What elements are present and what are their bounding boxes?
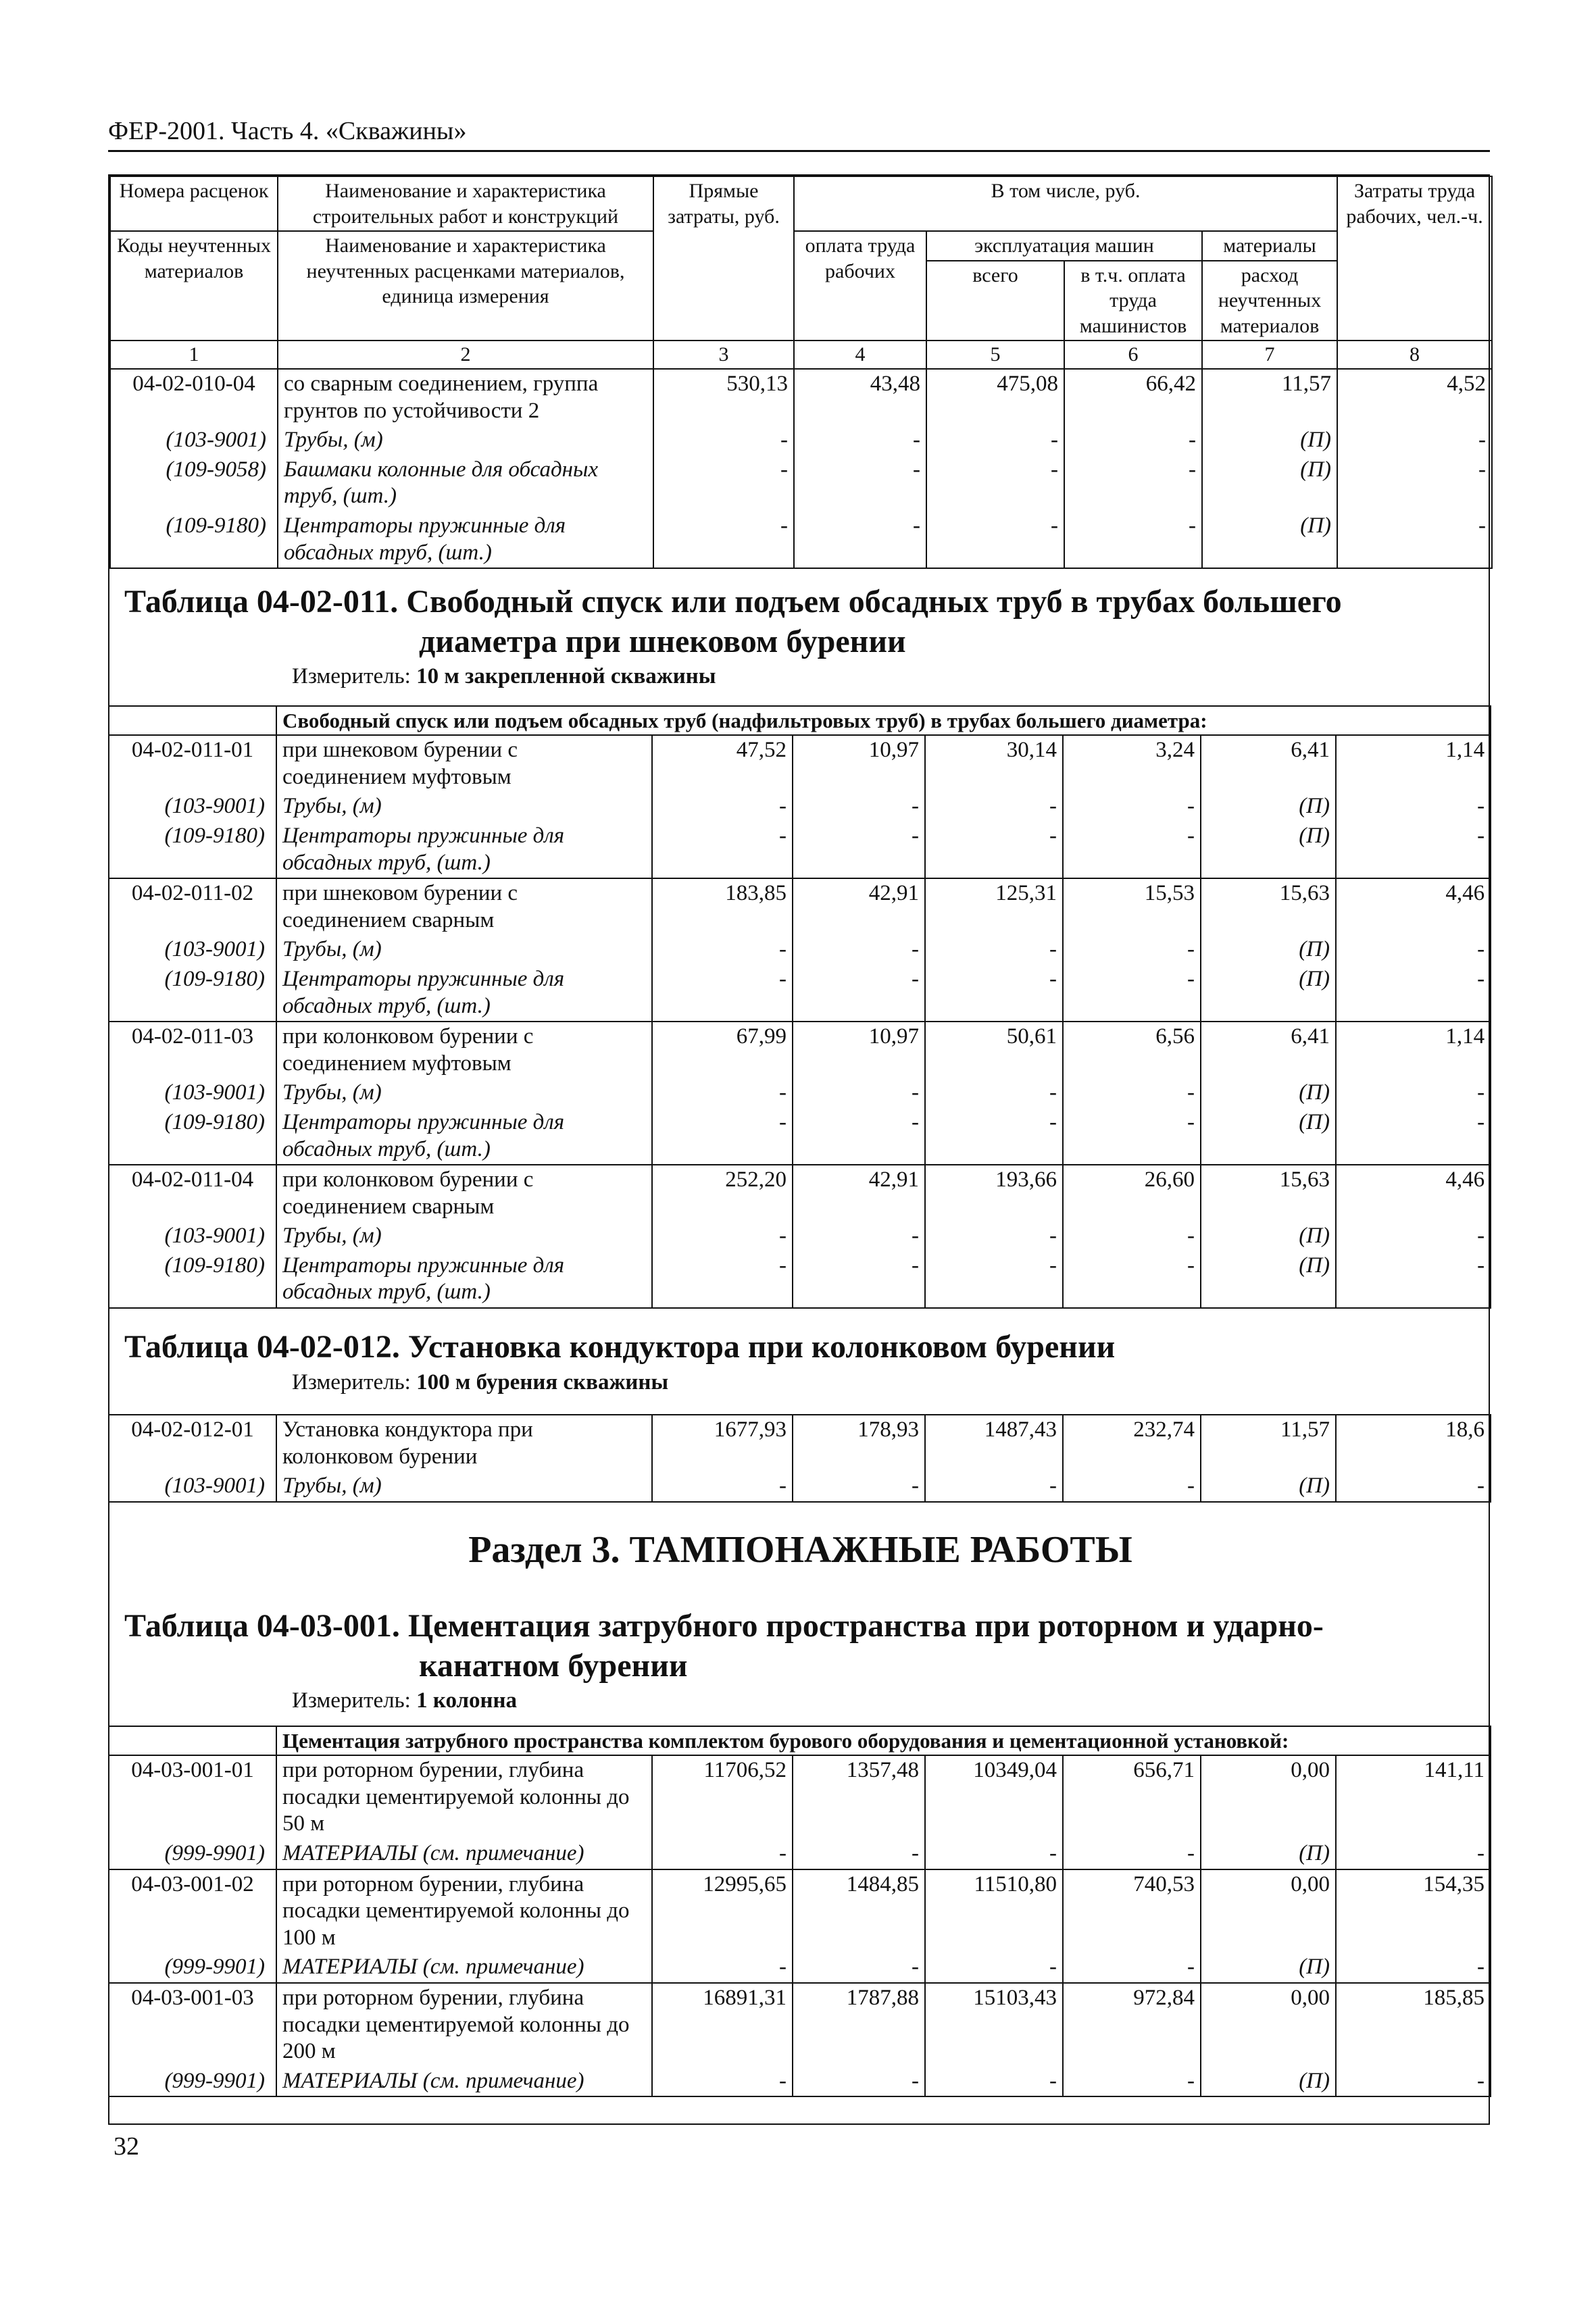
labor-hours: 18,6 bbox=[1336, 1415, 1491, 1472]
direct-cost: 252,20 bbox=[652, 1165, 793, 1222]
column-number: 4 bbox=[794, 341, 926, 369]
col7-header: расход неучтенных материалов bbox=[1202, 261, 1337, 341]
materials-cost: 0,00 bbox=[1201, 1755, 1336, 1839]
material-code: (109-9180) bbox=[109, 1108, 276, 1165]
cell-value: - bbox=[925, 1839, 1063, 1869]
cell-value: - bbox=[1336, 1108, 1491, 1165]
labor-pay: 42,91 bbox=[793, 878, 925, 935]
material-name: МАТЕРИАЛЫ (см. примечание) bbox=[276, 1839, 652, 1869]
machinist-pay: 26,60 bbox=[1063, 1165, 1201, 1222]
cell-value: - bbox=[652, 1222, 793, 1251]
material-code: (109-9058) bbox=[110, 455, 278, 511]
materials-header: материалы bbox=[1202, 231, 1337, 261]
cell-value: - bbox=[1063, 792, 1201, 822]
table-row bbox=[109, 735, 1491, 792]
cell-value: - bbox=[793, 822, 925, 878]
cell-value: (П) bbox=[1201, 822, 1336, 878]
cell-value: (П) bbox=[1201, 792, 1336, 822]
column-number: 7 bbox=[1202, 341, 1337, 369]
column-number: 5 bbox=[926, 341, 1064, 369]
cell-value: - bbox=[652, 2067, 793, 2097]
material-row bbox=[109, 1078, 1491, 1108]
cell-value: - bbox=[1064, 426, 1202, 455]
labor-pay: 42,91 bbox=[793, 1165, 925, 1222]
cell-value: - bbox=[1063, 1472, 1201, 1502]
machinist-pay: 232,74 bbox=[1063, 1415, 1201, 1472]
material-code: (999-9901) bbox=[109, 1953, 276, 1983]
cell-value: - bbox=[793, 965, 925, 1022]
col6-header: в т.ч. оплата труда машинистов bbox=[1064, 261, 1202, 341]
direct-cost: 67,99 bbox=[652, 1022, 793, 1078]
column-numbers-row bbox=[110, 341, 1492, 369]
machinist-pay: 972,84 bbox=[1063, 1983, 1201, 2067]
materials-cost: 15,63 bbox=[1201, 1165, 1336, 1222]
cell-value: (П) bbox=[1201, 1251, 1336, 1308]
rate-code: 04-02-011-02 bbox=[109, 878, 276, 935]
page-number: 32 bbox=[114, 2132, 139, 2161]
cell-value: - bbox=[1336, 822, 1491, 878]
rate-code: 04-02-011-03 bbox=[109, 1022, 276, 1078]
material-name: Центраторы пружинные для обсадных труб, (шт.) bbox=[276, 1108, 652, 1165]
machines-total: 10349,04 bbox=[925, 1755, 1063, 1839]
column-number: 3 bbox=[653, 341, 794, 369]
cell-value: - bbox=[653, 426, 794, 455]
cell-value: - bbox=[1063, 1839, 1201, 1869]
table-012 bbox=[108, 1414, 1491, 1503]
work-name: при колонковом бурении с соединением сварным bbox=[276, 1165, 652, 1222]
material-name: Трубы, (м) bbox=[276, 1078, 652, 1108]
group-title: Свободный спуск или подъем обсадных труб (надфильтровых труб) в трубах большего диаметра: bbox=[276, 706, 1491, 735]
meter-label: Измеритель: bbox=[292, 1369, 417, 1394]
cell-value: - bbox=[1063, 2067, 1201, 2097]
material-code: (999-9901) bbox=[109, 1839, 276, 1869]
rate-code: 04-02-012-01 bbox=[109, 1415, 276, 1472]
cell-value: - bbox=[793, 1839, 925, 1869]
column-number: 2 bbox=[278, 341, 653, 369]
table-301-block bbox=[109, 1607, 1491, 1713]
col2-header-top: Наименование и характеристика строительных работ и конструкций bbox=[278, 176, 653, 231]
table-row bbox=[109, 1755, 1491, 1839]
material-row bbox=[110, 426, 1492, 455]
column-number: 1 bbox=[110, 341, 278, 369]
material-row bbox=[109, 1953, 1491, 1983]
material-row bbox=[109, 1251, 1491, 1308]
cell-value: - bbox=[1336, 1078, 1491, 1108]
table-012-block bbox=[109, 1328, 1491, 1395]
materials-cost: 6,41 bbox=[1201, 1022, 1336, 1078]
machinist-pay: 3,24 bbox=[1063, 735, 1201, 792]
cell-value: - bbox=[793, 1222, 925, 1251]
cell-value: - bbox=[794, 455, 926, 511]
work-name: при шнековом бурении с соединением сварным bbox=[276, 878, 652, 935]
section-block bbox=[109, 1528, 1491, 1571]
cell-value: - bbox=[925, 792, 1063, 822]
meter-value: 100 м бурения скважины bbox=[416, 1369, 669, 1394]
col5-header: всего bbox=[926, 261, 1064, 341]
material-row bbox=[109, 822, 1491, 878]
table-row bbox=[109, 1022, 1491, 1078]
rate-code: 04-02-011-01 bbox=[109, 735, 276, 792]
cell-value: (П) bbox=[1201, 1953, 1336, 1983]
material-name: Трубы, (м) bbox=[276, 1222, 652, 1251]
material-row bbox=[109, 1839, 1491, 1869]
materials-cost: 15,63 bbox=[1201, 878, 1336, 935]
machines-header: эксплуатация машин bbox=[926, 231, 1202, 261]
materials-cost: 6,41 bbox=[1201, 735, 1336, 792]
cell-value: - bbox=[1063, 935, 1201, 965]
machinist-pay: 656,71 bbox=[1063, 1755, 1201, 1839]
cell-value: - bbox=[925, 1953, 1063, 1983]
cell-value: - bbox=[1063, 1108, 1201, 1165]
cell-value: - bbox=[925, 1251, 1063, 1308]
column-number: 6 bbox=[1064, 341, 1202, 369]
machines-total: 30,14 bbox=[925, 735, 1063, 792]
cell-value: - bbox=[793, 1472, 925, 1502]
cell-value: - bbox=[652, 1472, 793, 1502]
labor-pay: 43,48 bbox=[794, 369, 926, 426]
cell-value: - bbox=[1064, 455, 1202, 511]
table-011-title-line2: диаметра при шнековом бурении bbox=[419, 623, 906, 659]
table-row bbox=[110, 369, 1492, 426]
table-011-block bbox=[109, 582, 1491, 689]
col3-header: Прямые затраты, руб. bbox=[653, 176, 794, 341]
group-title: Цементация затрубного пространства комплектом бурового оборудования и цементационной установкой: bbox=[276, 1726, 1491, 1755]
rate-code: 04-03-001-01 bbox=[109, 1755, 276, 1839]
material-row bbox=[109, 1108, 1491, 1165]
machines-total: 1487,43 bbox=[925, 1415, 1063, 1472]
table-row bbox=[109, 1869, 1491, 1953]
col1-header-top: Номера расценок bbox=[110, 176, 278, 231]
table-011-title bbox=[109, 582, 1491, 661]
cell-value: - bbox=[652, 965, 793, 1022]
labor-pay: 178,93 bbox=[793, 1415, 925, 1472]
work-name: при роторном бурении, глубина посадки цементируемой колонны до 50 м bbox=[276, 1755, 652, 1839]
direct-cost: 11706,52 bbox=[652, 1755, 793, 1839]
table-301-title-line1: Таблица 04-03-001. Цементация затрубного пространства при роторном и ударно- bbox=[124, 1608, 1324, 1644]
materials-cost: 0,00 bbox=[1201, 1983, 1336, 2067]
cell-value: - bbox=[793, 1953, 925, 1983]
machinist-pay: 6,56 bbox=[1063, 1022, 1201, 1078]
incl-header: В том числе, руб. bbox=[794, 176, 1337, 231]
header-rule bbox=[108, 150, 1490, 152]
table-011-meter bbox=[109, 664, 1491, 689]
cell-value: - bbox=[1336, 1953, 1491, 1983]
table-row bbox=[109, 1415, 1491, 1472]
cell-value: - bbox=[926, 426, 1064, 455]
cell-value: - bbox=[925, 1108, 1063, 1165]
cell-value: - bbox=[652, 935, 793, 965]
table-row bbox=[109, 1983, 1491, 2067]
labor-hours: 1,14 bbox=[1336, 1022, 1491, 1078]
machines-total: 11510,80 bbox=[925, 1869, 1063, 1953]
table-row bbox=[109, 878, 1491, 935]
col2-header-bottom: Наименование и характеристика неучтенных расценками материалов, единица измерения bbox=[278, 231, 653, 341]
cell-value: - bbox=[1063, 1953, 1201, 1983]
labor-hours: 141,11 bbox=[1336, 1755, 1491, 1839]
cell-value: (П) bbox=[1201, 1472, 1336, 1502]
col8-header: Затраты труда рабочих, чел.-ч. bbox=[1337, 176, 1492, 341]
cell-value: - bbox=[652, 1251, 793, 1308]
material-code: (109-9180) bbox=[109, 822, 276, 878]
cell-value: - bbox=[653, 455, 794, 511]
table-row bbox=[109, 1165, 1491, 1222]
cell-value: - bbox=[1063, 822, 1201, 878]
work-name: при шнековом бурении с соединением муфтовым bbox=[276, 735, 652, 792]
cell-value: - bbox=[1336, 935, 1491, 965]
material-row bbox=[109, 1472, 1491, 1502]
rate-code: 04-02-010-04 bbox=[110, 369, 278, 426]
cell-value: - bbox=[1063, 1078, 1201, 1108]
cell-value: - bbox=[652, 1839, 793, 1869]
material-row bbox=[109, 792, 1491, 822]
material-name: МАТЕРИАЛЫ (см. примечание) bbox=[276, 2067, 652, 2097]
rate-code: 04-02-011-04 bbox=[109, 1165, 276, 1222]
material-name: МАТЕРИАЛЫ (см. примечание) bbox=[276, 1953, 652, 1983]
cell-value: - bbox=[925, 822, 1063, 878]
cell-value: - bbox=[793, 2067, 925, 2097]
cell-value: - bbox=[925, 1078, 1063, 1108]
cell-value: - bbox=[793, 935, 925, 965]
cell-value: - bbox=[794, 511, 926, 568]
material-code: (999-9901) bbox=[109, 2067, 276, 2097]
cell-value: - bbox=[793, 1078, 925, 1108]
material-code: (109-9180) bbox=[109, 1251, 276, 1308]
material-name: Центраторы пружинные для обсадных труб, (шт.) bbox=[276, 965, 652, 1022]
labor-hours: 185,85 bbox=[1336, 1983, 1491, 2067]
labor-pay: 1357,48 bbox=[793, 1755, 925, 1839]
material-name: Трубы, (м) bbox=[276, 1472, 652, 1502]
material-row bbox=[109, 1222, 1491, 1251]
material-name: Центраторы пружинные для обсадных труб, (шт.) bbox=[276, 1251, 652, 1308]
rates-table-header bbox=[109, 176, 1493, 569]
work-name: со сварным соединением, группа грунтов по устойчивости 2 bbox=[278, 369, 653, 426]
material-code: (109-9180) bbox=[110, 511, 278, 568]
cell-value: - bbox=[653, 511, 794, 568]
cell-value: - bbox=[925, 965, 1063, 1022]
table-301 bbox=[108, 1726, 1491, 2097]
material-row bbox=[110, 511, 1492, 568]
meter-value: 1 колонна bbox=[416, 1688, 518, 1713]
material-code: (103-9001) bbox=[109, 935, 276, 965]
material-code: (109-9180) bbox=[109, 965, 276, 1022]
machinist-pay: 15,53 bbox=[1063, 878, 1201, 935]
cell-value: (П) bbox=[1201, 1222, 1336, 1251]
material-row bbox=[109, 965, 1491, 1022]
labor-pay: 10,97 bbox=[793, 735, 925, 792]
cell-value: - bbox=[925, 935, 1063, 965]
cell-value: (П) bbox=[1201, 2067, 1336, 2097]
cell-value: - bbox=[926, 455, 1064, 511]
labor-hours: 154,35 bbox=[1336, 1869, 1491, 1953]
labor-hours: 4,46 bbox=[1336, 1165, 1491, 1222]
material-code: (103-9001) bbox=[109, 1078, 276, 1108]
machines-total: 193,66 bbox=[925, 1165, 1063, 1222]
col4-header: оплата труда рабочих bbox=[794, 231, 926, 341]
cell-value: - bbox=[1336, 792, 1491, 822]
col1-header-bottom: Коды неучтенных материалов bbox=[110, 231, 278, 341]
machinist-pay: 740,53 bbox=[1063, 1869, 1201, 1953]
material-row bbox=[110, 455, 1492, 511]
material-code: (103-9001) bbox=[109, 1222, 276, 1251]
group-row bbox=[109, 706, 1491, 735]
table-012-title: Таблица 04-02-012. Установка кондуктора при колонковом бурении bbox=[124, 1329, 1116, 1365]
machinist-pay: 66,42 bbox=[1064, 369, 1202, 426]
cell-value: - bbox=[1336, 1251, 1491, 1308]
material-row bbox=[109, 2067, 1491, 2097]
work-name: Установка кондуктора при колонковом бурении bbox=[276, 1415, 652, 1472]
materials-cost: 0,00 bbox=[1201, 1869, 1336, 1953]
cell-value: - bbox=[793, 1108, 925, 1165]
material-name: Центраторы пружинные для обсадных труб, (шт.) bbox=[278, 511, 653, 568]
material-name: Трубы, (м) bbox=[276, 935, 652, 965]
cell-value: - bbox=[652, 1108, 793, 1165]
direct-cost: 12995,65 bbox=[652, 1869, 793, 1953]
table-011 bbox=[108, 705, 1491, 1309]
cell-value: - bbox=[1336, 1839, 1491, 1869]
cell-value: (П) bbox=[1201, 965, 1336, 1022]
machines-total: 15103,43 bbox=[925, 1983, 1063, 2067]
labor-hours: 1,14 bbox=[1336, 735, 1491, 792]
cell-value: - bbox=[1337, 511, 1492, 568]
table-301-meter bbox=[109, 1688, 1491, 1713]
meter-value: 10 м закрепленной скважины bbox=[416, 664, 716, 689]
material-code: (103-9001) bbox=[109, 1472, 276, 1502]
table-011-title-line1: Таблица 04-02-011. Свободный спуск или подъем обсадных труб в трубах большего bbox=[124, 584, 1342, 620]
material-name: Трубы, (м) bbox=[276, 792, 652, 822]
labor-pay: 1484,85 bbox=[793, 1869, 925, 1953]
cell-value: - bbox=[925, 1222, 1063, 1251]
cell-value: - bbox=[926, 511, 1064, 568]
cell-value: - bbox=[1336, 1472, 1491, 1502]
cell-value: - bbox=[652, 1953, 793, 1983]
work-name: при роторном бурении, глубина посадки цементируемой колонны до 100 м bbox=[276, 1869, 652, 1953]
direct-cost: 183,85 bbox=[652, 878, 793, 935]
material-code: (103-9001) bbox=[110, 426, 278, 455]
material-name: Трубы, (м) bbox=[278, 426, 653, 455]
work-name: при колонковом бурении с соединением муфтовым bbox=[276, 1022, 652, 1078]
cell-value: - bbox=[1336, 2067, 1491, 2097]
material-row bbox=[109, 935, 1491, 965]
cell-value: - bbox=[1063, 965, 1201, 1022]
rate-code: 04-03-001-02 bbox=[109, 1869, 276, 1953]
labor-hours: 4,52 bbox=[1337, 369, 1492, 426]
labor-hours: 4,46 bbox=[1336, 878, 1491, 935]
machines-total: 125,31 bbox=[925, 878, 1063, 935]
cell-value: - bbox=[1337, 455, 1492, 511]
direct-cost: 1677,93 bbox=[652, 1415, 793, 1472]
cell-value: - bbox=[793, 1251, 925, 1308]
material-code: (103-9001) bbox=[109, 792, 276, 822]
cell-value: (П) bbox=[1202, 511, 1337, 568]
cell-value: - bbox=[794, 426, 926, 455]
cell-value: (П) bbox=[1202, 426, 1337, 455]
cell-value: - bbox=[1337, 426, 1492, 455]
cell-value: - bbox=[652, 1078, 793, 1108]
cell-value: (П) bbox=[1201, 1839, 1336, 1869]
document-sheet bbox=[108, 174, 1490, 2125]
material-name: Башмаки колонные для обсадных труб, (шт.) bbox=[278, 455, 653, 511]
table-301-title-line2: канатном бурении bbox=[419, 1647, 688, 1684]
cell-value: (П) bbox=[1202, 455, 1337, 511]
machines-total: 50,61 bbox=[925, 1022, 1063, 1078]
cell-value: (П) bbox=[1201, 1108, 1336, 1165]
column-number: 8 bbox=[1337, 341, 1492, 369]
group-row bbox=[109, 1726, 1491, 1755]
cell-value: - bbox=[1063, 1251, 1201, 1308]
materials-cost: 11,57 bbox=[1202, 369, 1337, 426]
cell-value: - bbox=[925, 2067, 1063, 2097]
cell-value: - bbox=[1063, 1222, 1201, 1251]
cell-value: (П) bbox=[1201, 935, 1336, 965]
materials-cost: 11,57 bbox=[1201, 1415, 1336, 1472]
work-name: при роторном бурении, глубина посадки цементируемой колонны до 200 м bbox=[276, 1983, 652, 2067]
direct-cost: 47,52 bbox=[652, 735, 793, 792]
material-name: Центраторы пружинные для обсадных труб, (шт.) bbox=[276, 822, 652, 878]
cell-value: (П) bbox=[1201, 1078, 1336, 1108]
cell-value: - bbox=[1336, 965, 1491, 1022]
direct-cost: 16891,31 bbox=[652, 1983, 793, 2067]
rate-code: 04-03-001-03 bbox=[109, 1983, 276, 2067]
cell-value: - bbox=[1064, 511, 1202, 568]
meter-label: Измеритель: bbox=[292, 664, 417, 689]
table-301-title bbox=[109, 1607, 1491, 1686]
cell-value: - bbox=[1336, 1222, 1491, 1251]
direct-cost: 530,13 bbox=[653, 369, 794, 426]
cell-value: - bbox=[652, 822, 793, 878]
section-title: Раздел 3. ТАМПОНАЖНЫЕ РАБОТЫ bbox=[468, 1529, 1132, 1571]
cell-value: - bbox=[652, 792, 793, 822]
machines-total: 475,08 bbox=[926, 369, 1064, 426]
cell-value: - bbox=[793, 792, 925, 822]
page-header: ФЕР-2001. Часть 4. «Скважины» bbox=[108, 117, 467, 145]
cell-value: - bbox=[925, 1472, 1063, 1502]
meter-label: Измеритель: bbox=[292, 1688, 417, 1713]
labor-pay: 10,97 bbox=[793, 1022, 925, 1078]
labor-pay: 1787,88 bbox=[793, 1983, 925, 2067]
table-012-meter bbox=[109, 1370, 1491, 1395]
